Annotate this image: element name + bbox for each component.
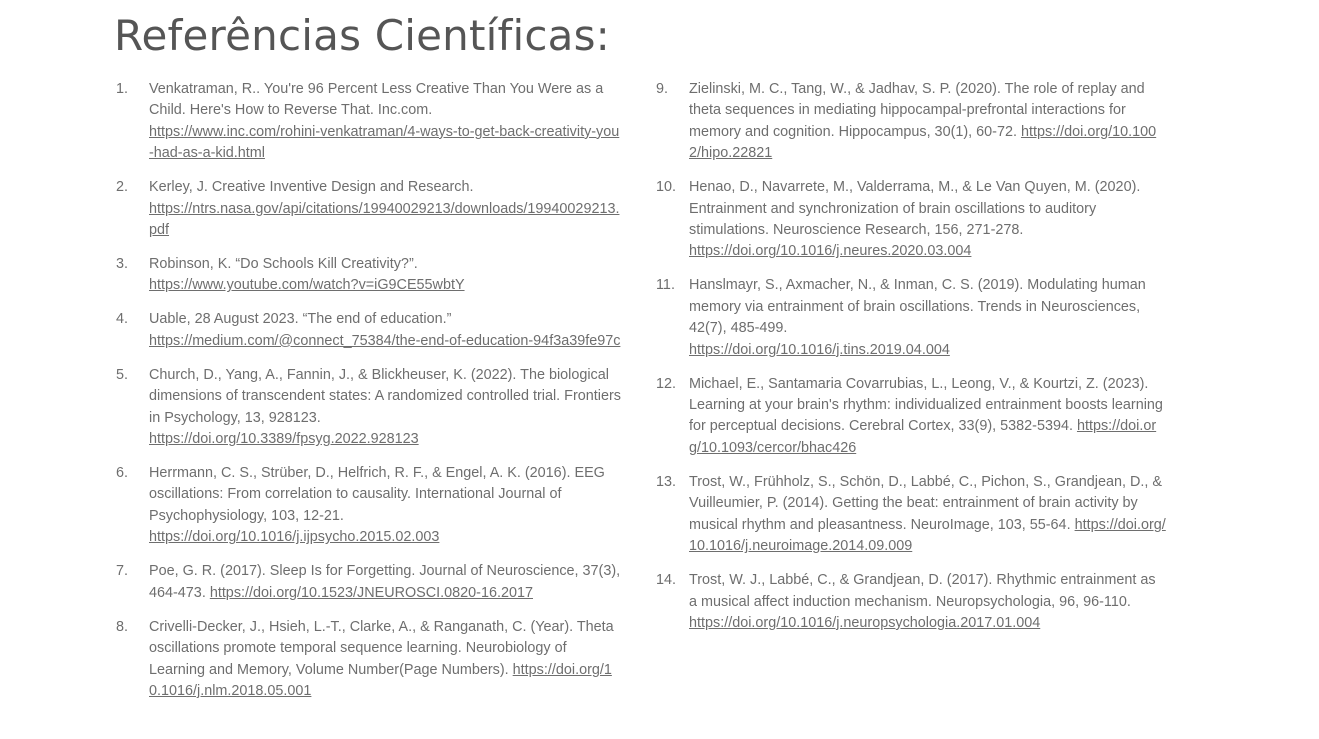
reference-link[interactable]: https://doi.org/10.1523/JNEUROSCI.0820-16.2017 xyxy=(209,584,533,601)
reference-body xyxy=(689,570,1166,634)
reference-link[interactable]: https://doi.org/10.1093/cercor/bhac426 xyxy=(689,418,1157,456)
reference-item xyxy=(656,570,1166,634)
reference-number: 7. xyxy=(116,563,129,580)
reference-item xyxy=(656,275,1166,361)
reference-body xyxy=(689,79,1166,165)
reference-item xyxy=(656,79,1166,165)
reference-number: 4. xyxy=(116,311,129,328)
reference-link[interactable]: https://www.youtube.com/watch?v=iG9CE55wbtY xyxy=(149,277,465,294)
reference-item xyxy=(116,254,621,297)
reference-number: 12. xyxy=(656,375,677,392)
reference-body xyxy=(149,79,621,165)
reference-link[interactable]: https://doi.org/10.3389/fpsyg.2022.928123 xyxy=(149,431,419,448)
reference-text: Poe, G. R. (2017). Sleep Is for Forgetting. Journal of Neuroscience, 37(3), 464-473. xyxy=(149,563,621,601)
reference-number: 9. xyxy=(656,81,669,97)
reference-number: 2. xyxy=(116,179,129,196)
reference-number: 3. xyxy=(116,256,129,273)
reference-item xyxy=(116,463,621,549)
reference-body xyxy=(149,365,621,451)
reference-item xyxy=(656,177,1166,263)
reference-body xyxy=(149,561,621,604)
reference-number: 1. xyxy=(116,81,129,97)
reference-text: Michael, E., Santamaria Covarrubias, L., Leong, V., & Kourtzi, Z. (2023). Learning at your brain's rhythm: individualized entrainment boosts learning for perceptual decisions. Cerebral Cortex, 33(9), 5382-5394. xyxy=(689,375,1163,435)
reference-text: Trost, W. J., Labbé, C., & Grandjean, D. (2017). Rhythmic entrainment as a musical affect induction mechanism. Neuropsychologia, 96, 96-110. xyxy=(689,572,1156,610)
reference-text: Venkatraman, R.. You're 96 Percent Less Creative Than You Were as a Child. Here's How to Reverse That. Inc.com. xyxy=(149,81,604,119)
reference-number: 5. xyxy=(116,366,129,383)
reference-body xyxy=(689,177,1166,263)
reference-text: Robinson, K. “Do Schools Kill Creativity?”. xyxy=(149,256,418,273)
reference-item xyxy=(656,472,1166,558)
reference-body xyxy=(689,275,1166,361)
reference-number: 8. xyxy=(116,618,129,635)
reference-text: Hanslmayr, S., Axmacher, N., & Inman, C. S. (2019). Modulating human memory via entrainment of brain oscillations. Trends in Neurosciences, 42(7), 485-499. xyxy=(689,277,1146,337)
reference-number: 10. xyxy=(656,179,677,196)
reference-body xyxy=(689,374,1166,460)
reference-body xyxy=(149,309,621,352)
reference-link[interactable]: https://medium.com/@connect_75384/the-end-of-education-94f3a39fe97c xyxy=(149,332,621,349)
reference-link[interactable]: https://www.inc.com/rohini-venkatraman/4-ways-to-get-back-creativity-you-had-as-a-kid.html xyxy=(149,123,620,162)
reference-body xyxy=(149,254,621,297)
reference-link[interactable]: https://ntrs.nasa.gov/api/citations/19940029213/downloads/19940029213.pdf xyxy=(149,200,620,239)
reference-body xyxy=(689,472,1166,558)
reference-text: Herrmann, C. S., Strüber, D., Helfrich, R. F., & Engel, A. K. (2016). EEG oscillations: From correlation to causality. International Journal of Psychophysiology, 103, 12-21. xyxy=(149,465,605,524)
reference-text: Church, D., Yang, A., Fannin, J., & Blickheuser, K. (2022). The biological dimensions of transcendent states: A randomized controlled trial. Frontiers in Psychology, 13, 928123. xyxy=(149,366,621,426)
reference-number: 11. xyxy=(656,277,675,294)
reference-number: 14. xyxy=(656,572,677,589)
reference-link[interactable]: https://doi.org/10.1016/j.neuroimage.2014.09.009 xyxy=(689,516,1166,555)
reference-item xyxy=(116,177,621,241)
reference-body xyxy=(149,617,621,703)
reference-link[interactable]: https://doi.org/10.1016/j.neuropsychologia.2017.01.004 xyxy=(689,614,1041,631)
page-title: Referências Científicas: xyxy=(114,11,611,60)
reference-text: Kerley, J. Creative Inventive Design and Research. xyxy=(149,179,474,196)
references-list-right xyxy=(656,79,1166,647)
reference-link[interactable]: https://doi.org/10.1016/j.nlm.2018.05.001 xyxy=(149,661,612,699)
reference-text: Trost, W., Frühholz, S., Schön, D., Labbé, C., Pichon, S., Grandjean, D., & Vuilleumier, P. (2014). Getting the beat: entrainment of brain activity by musical rhythm and pleasantness. NeuroImage, 103, 55-64. xyxy=(689,473,1162,533)
reference-number: 13. xyxy=(656,473,677,490)
reference-link[interactable]: https://doi.org/10.1016/j.tins.2019.04.004 xyxy=(689,341,950,358)
reference-item xyxy=(116,617,621,703)
reference-text: Zielinski, M. C., Tang, W., & Jadhav, S. P. (2020). The role of replay and theta sequences in mediating hippocampal-prefrontal interactions for memory and cognition. Hippocampus, 30(1), 60-72. xyxy=(689,81,1145,140)
reference-body xyxy=(149,177,621,241)
reference-text: Henao, D., Navarrete, M., Valderrama, M., & Le Van Quyen, M. (2020). Entrainment and synchronization of brain oscillations to auditory stimulations. Neuroscience Research, 156, 271-278. xyxy=(689,179,1141,239)
reference-item xyxy=(116,365,621,451)
reference-item xyxy=(116,309,621,352)
reference-text: Crivelli-Decker, J., Hsieh, L.-T., Clarke, A., & Ranganath, C. (Year). Theta oscillations promote temporal sequence learning. Neurobiology of Learning and Memory, Volume Number(Page Numbers). xyxy=(149,618,614,678)
reference-text: Uable, 28 August 2023. “The end of education.” xyxy=(149,311,452,328)
reference-body xyxy=(149,463,621,549)
reference-item xyxy=(116,79,621,165)
reference-number: 6. xyxy=(116,465,129,482)
reference-link[interactable]: https://doi.org/10.1002/hipo.22821 xyxy=(689,123,1157,162)
references-list-left xyxy=(116,79,621,715)
reference-link[interactable]: https://doi.org/10.1016/j.ijpsycho.2015.02.003 xyxy=(149,529,440,546)
reference-item xyxy=(116,561,621,604)
reference-item xyxy=(656,374,1166,460)
reference-link[interactable]: https://doi.org/10.1016/j.neures.2020.03.004 xyxy=(689,243,972,260)
